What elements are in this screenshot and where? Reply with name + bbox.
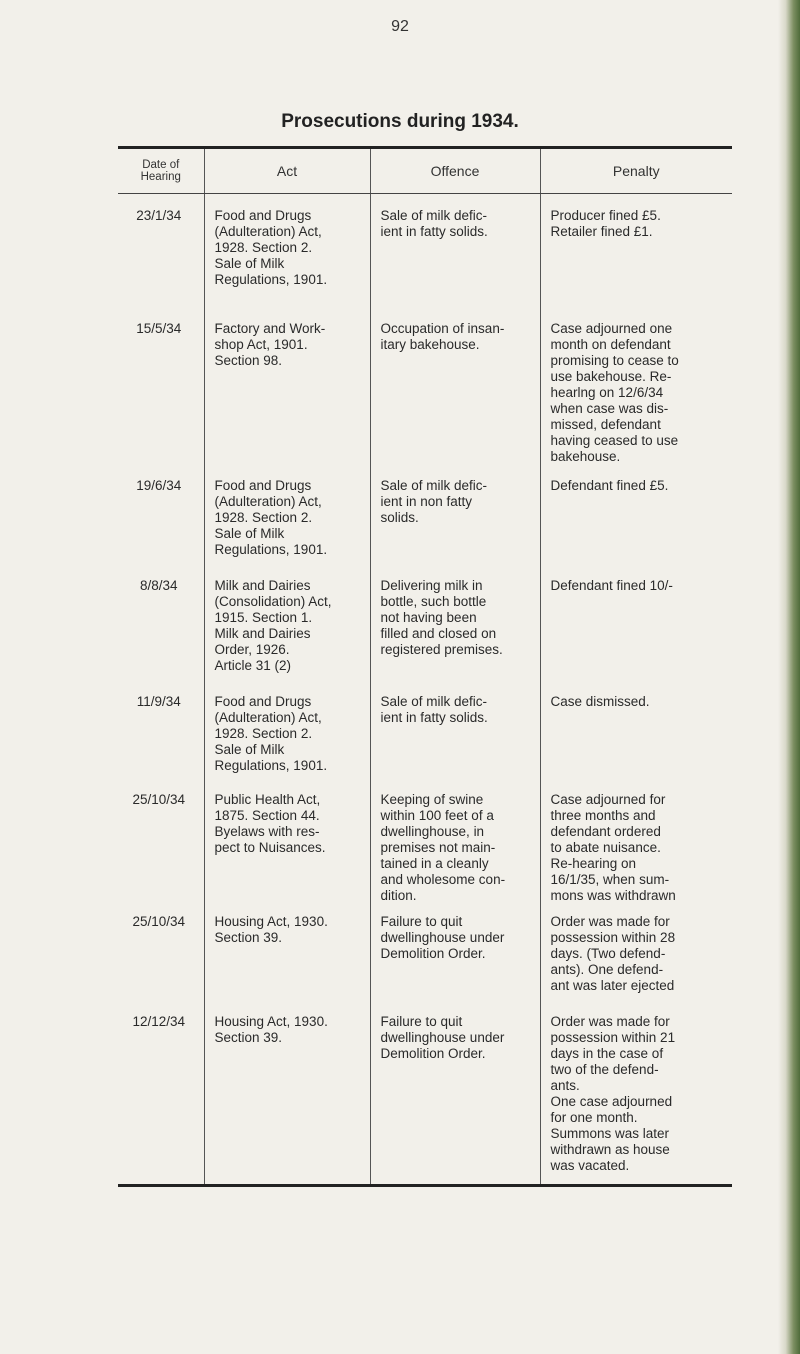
penalty-cell: Order was made for possession within 21 days in the case of two of the defend- ants. One case adjourned for one month. Summons was later withdrawn as house was vacated. [540,1010,732,1185]
act-cell: Housing Act, 1930. Section 39. [204,910,370,1010]
date-cell: 25/10/34 [132,914,186,929]
header-act: Act [204,148,370,194]
penalty-cell: Case adjourned one month on defendant promising to cease to use bakehouse. Re- hearlng on 12/6/34 when case was dis- missed, defendant having ceased to use bakehouse. [540,317,732,474]
offence-cell: Occupation of insan- itary bakehouse. [370,317,540,474]
header-penalty: Penalty [540,148,732,194]
header-offence: Offence [370,148,540,194]
table-row [118,574,732,690]
date-cell: 19/6/34 [136,478,182,493]
table-row [118,690,732,788]
offence-cell: Delivering milk in bottle, such bottle not having been filled and closed on registered premises. [370,574,540,690]
act-cell: Food and Drugs (Adulteration) Act, 1928. Section 2. Sale of Milk Regulations, 1901. [204,690,370,788]
penalty-cell: Defendant fined 10/- [540,574,732,690]
date-cell: 8/8/34 [139,578,178,593]
header-date: Date of Hearing [118,148,204,194]
table-row [118,910,732,1010]
table-header-row [118,148,732,194]
header-spacer [118,194,732,205]
penalty-cell: Producer fined £5. Retailer fined £1. [540,204,732,317]
date-cell: 11/9/34 [136,694,181,709]
act-cell: Factory and Work- shop Act, 1901. Section 98. [204,317,370,474]
table-row [118,474,732,574]
act-cell: Housing Act, 1930. Section 39. [204,1010,370,1185]
act-cell: Food and Drugs (Adulteration) Act, 1928. Section 2. Sale of Milk Regulations, 1901. [204,204,370,317]
act-cell: Food and Drugs (Adulteration) Act, 1928. Section 2. Sale of Milk Regulations, 1901. [204,474,370,574]
offence-cell: Failure to quit dwellinghouse under Demolition Order. [370,1010,540,1185]
table-row [118,204,732,317]
table-row [118,1010,732,1185]
page-title: Prosecutions during 1934. [281,111,519,132]
act-cell: Milk and Dairies (Consolidation) Act, 1915. Section 1. Milk and Dairies Order, 1926. Article 31 (2) [204,574,370,690]
penalty-cell: Defendant fined £5. [540,474,732,574]
offence-cell: Failure to quit dwellinghouse under Demolition Order. [370,910,540,1010]
table-row [118,788,732,910]
offence-cell: Keeping of swine within 100 feet of a dwellinghouse, in premises not main- tained in a cleanly and wholesome con- dition. [370,788,540,910]
penalty-cell: Order was made for possession within 28 days. (Two defend- ants). One defend- ant was later ejected [540,910,732,1010]
page-number: 92 [391,18,409,35]
date-cell: 12/12/34 [132,1014,186,1029]
prosecutions-table [118,146,732,1187]
date-cell: 15/5/34 [136,321,182,336]
date-cell: 23/1/34 [136,208,182,223]
table-row [118,317,732,474]
act-cell: Public Health Act, 1875. Section 44. Byelaws with res- pect to Nuisances. [204,788,370,910]
offence-cell: Sale of milk defic- ient in fatty solids. [370,690,540,788]
page-edge-shadow [778,0,800,1354]
penalty-cell: Case dismissed. [540,690,732,788]
penalty-cell: Case adjourned for three months and defendant ordered to abate nuisance. Re-hearing on 16/1/35, when sum- mons was withdrawn [540,788,732,910]
date-cell: 25/10/34 [132,792,186,807]
offence-cell: Sale of milk defic- ient in fatty solids. [370,204,540,317]
offence-cell: Sale of milk defic- ient in non fatty solids. [370,474,540,574]
